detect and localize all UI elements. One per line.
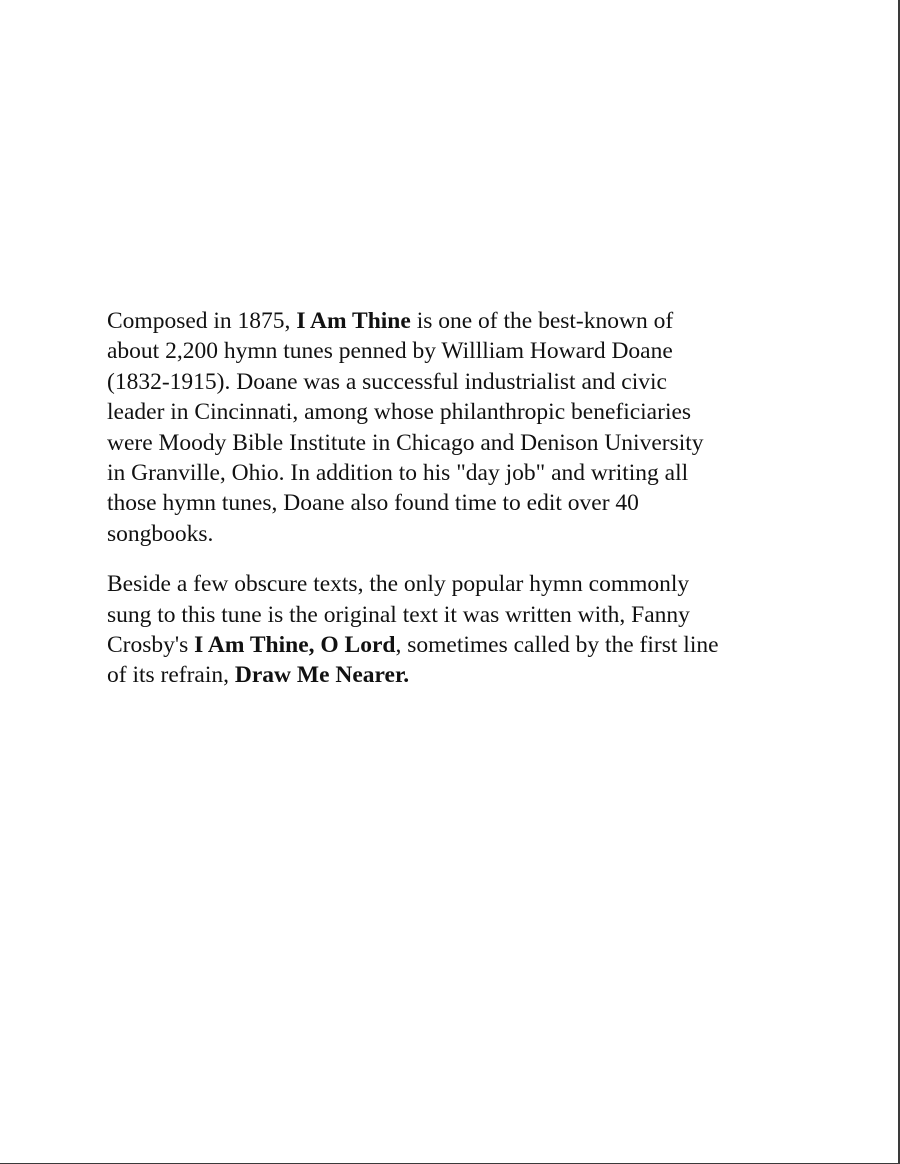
text-run: Crosby's — [107, 631, 195, 658]
text-run: is one of the best-known of — [410, 308, 674, 334]
text-line: those hymn tunes, Doane also found time to edit over 40 — [107, 490, 639, 517]
text-line: were Moody Bible Institute in Chicago and Denison University — [107, 429, 704, 456]
text-run: of its refrain, — [107, 662, 235, 689]
tune-title-bold: I Am Thine — [296, 308, 411, 334]
text-line: songbooks. — [107, 520, 214, 547]
document-body — [107, 306, 807, 711]
text-line: leader in Cincinnati, among whose philanthropic beneficiaries — [107, 399, 692, 426]
text-line: Beside a few obscure texts, the only popular hymn commonly — [107, 571, 690, 598]
text-line — [107, 660, 807, 690]
hymn-title-bold: I Am Thine, O Lord — [194, 631, 396, 658]
text-line: in Granville, Ohio. In addition to his "day job" and writing all — [107, 459, 689, 486]
text-line: about 2,200 hymn tunes penned by Willliam Howard Doane — [107, 338, 673, 365]
text-run: Composed in 1875, — [107, 308, 297, 334]
paragraph-hymn-text — [107, 569, 807, 691]
text-line: (1832-1915). Doane was a successful industrialist and civic — [107, 368, 667, 395]
refrain-title-bold: Draw Me Nearer. — [234, 662, 410, 689]
paragraph-tune-history — [107, 306, 807, 549]
text-line: sung to this tune is the original text it was written with, Fanny — [107, 601, 690, 628]
text-line — [107, 630, 807, 660]
text-run: , sometimes called by the first line — [395, 631, 719, 658]
text-line — [107, 306, 807, 336]
